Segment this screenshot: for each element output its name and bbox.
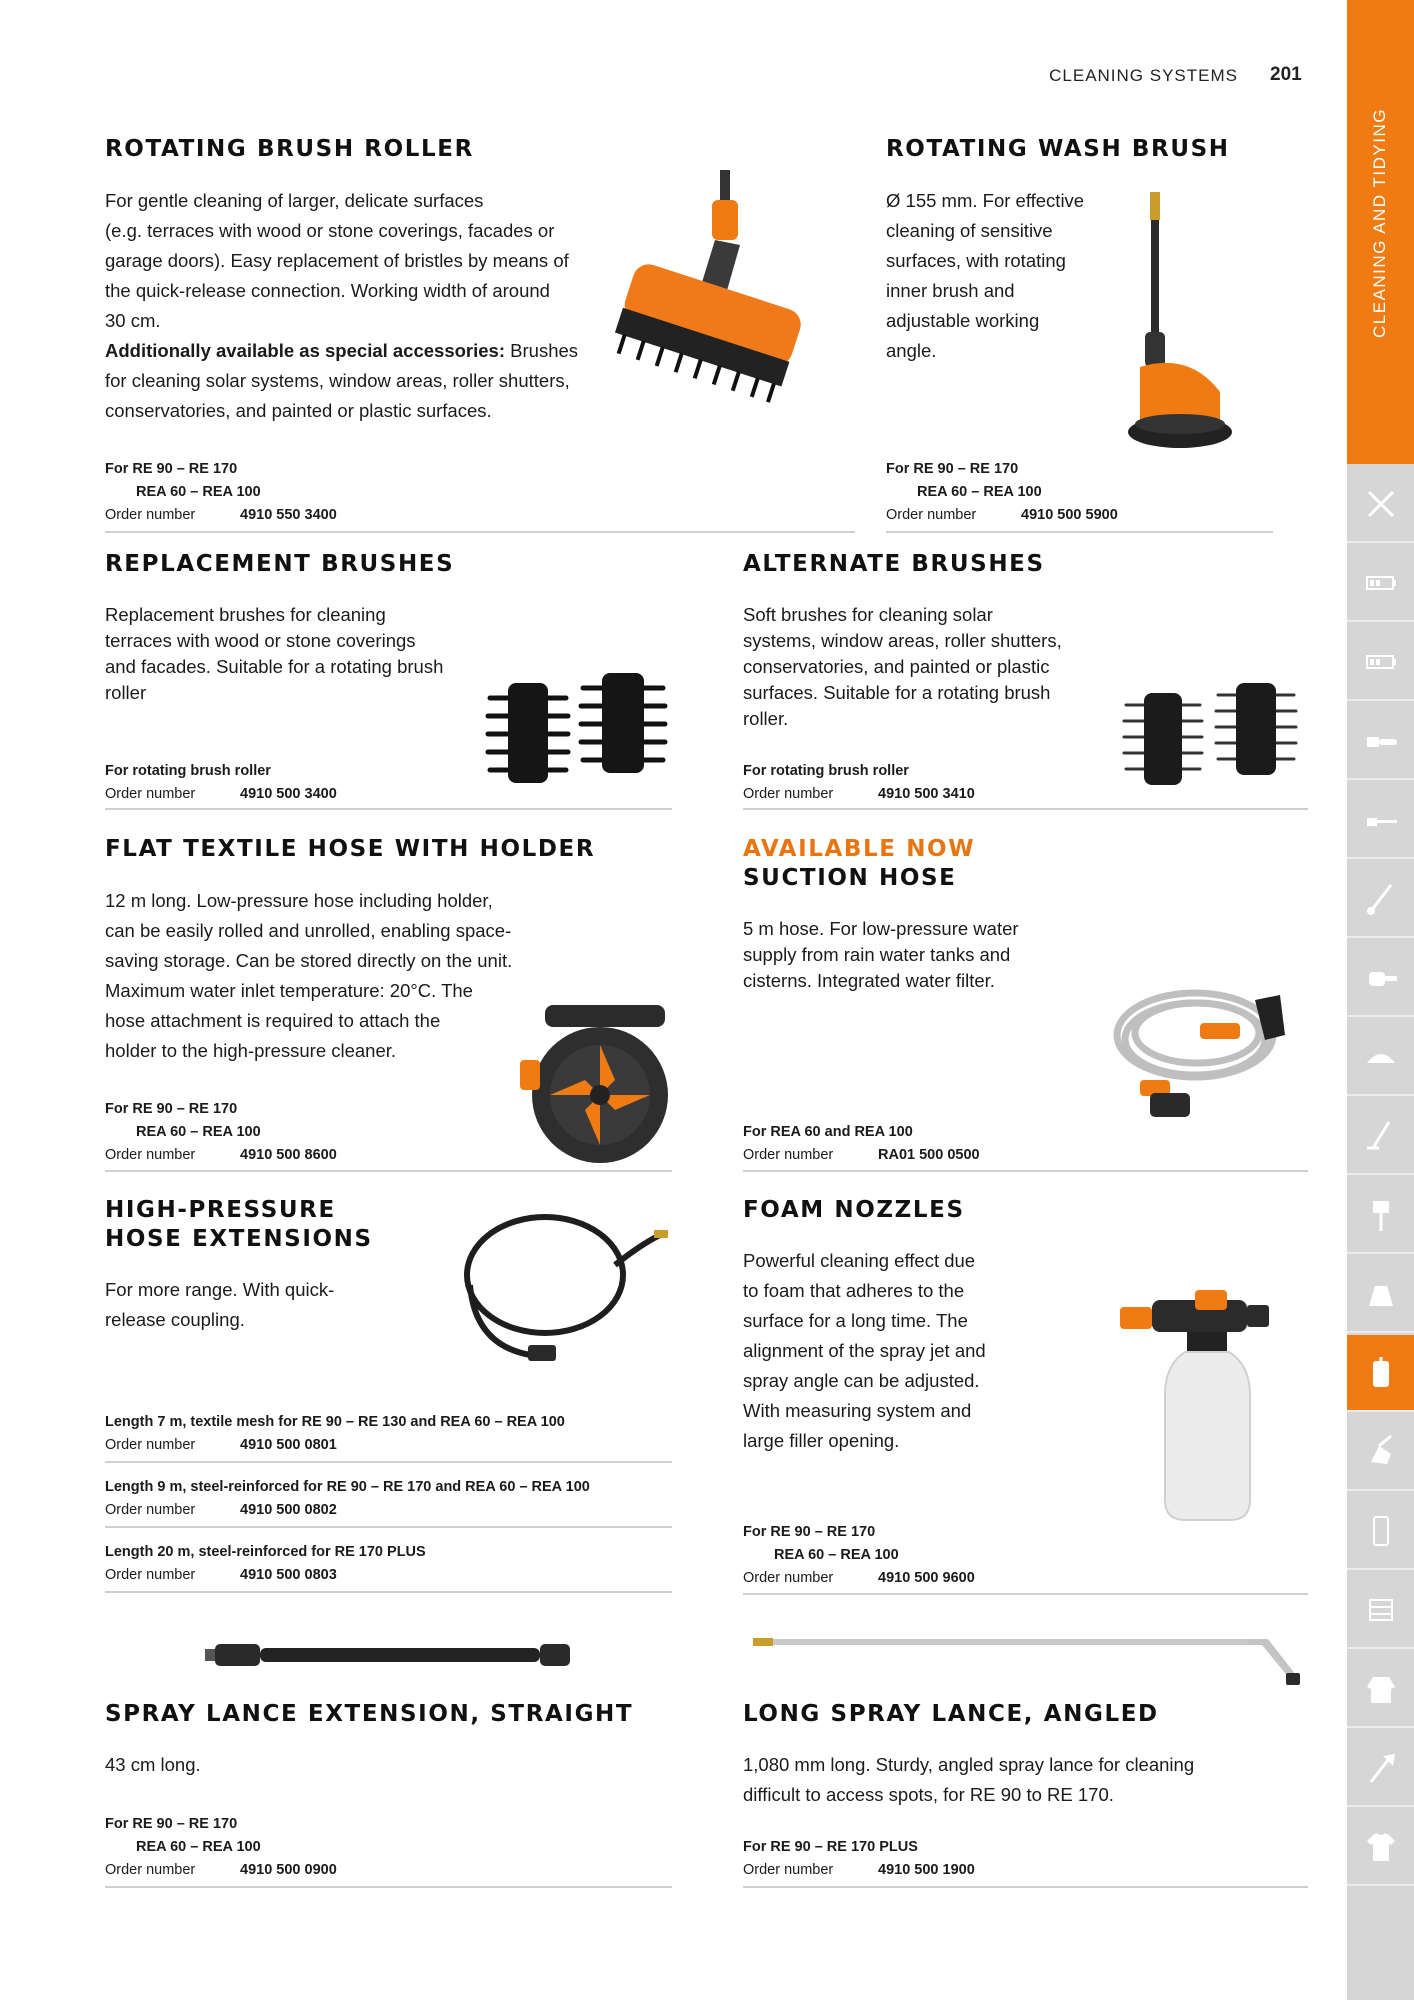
hedge-trimmer-icon: [1361, 800, 1401, 840]
desc-line: the quick-release connection. Working width of around: [105, 280, 550, 301]
special-accessories-label: Additionally available as special accessories:: [105, 340, 506, 361]
replacement-brushes-image: [478, 668, 678, 793]
tshirt-icon: [1361, 1827, 1401, 1867]
product-description: [886, 186, 1126, 366]
order-number: 4910 550 3400: [240, 507, 337, 523]
desc-line: conservatories, and painted or plastic: [743, 656, 1050, 677]
product-title: SPRAY LANCE EXTENSION, STRAIGHT: [105, 1701, 634, 1727]
sidebar-tab[interactable]: [1347, 1019, 1414, 1096]
desc-line: For gentle cleaning of larger, delicate surfaces: [105, 190, 484, 211]
order-label: Order number: [886, 507, 977, 523]
desc-line: supply from rain water tanks and: [743, 944, 1011, 965]
product-title: LONG SPRAY LANCE, ANGLED: [743, 1701, 1159, 1727]
order-number: RA01 500 0500: [878, 1147, 980, 1163]
brush-roller-image: [600, 165, 825, 430]
divider: [886, 531, 1273, 533]
variant-label: Length 9 m, steel-reinforced for RE 90 – RE 170 and REA 60 – REA 100: [105, 1479, 590, 1495]
desc-line: Powerful cleaning effect due: [743, 1250, 976, 1271]
desc-line: terraces with wood or stone coverings: [105, 630, 416, 651]
order-label: Order number: [743, 1147, 834, 1163]
product-title: SUCTION HOSE: [743, 865, 957, 891]
battery-icon: [1361, 563, 1401, 603]
desc-line: can be easily rolled and unrolled, enabling space-: [105, 920, 512, 941]
desc-line: With measuring system and: [743, 1400, 972, 1421]
sidebar-tab[interactable]: [1347, 940, 1414, 1017]
desc-line: holder to the high-pressure cleaner.: [105, 1040, 397, 1061]
desc-line: Replacement brushes for cleaning: [105, 604, 386, 625]
compatibility-line: For rotating brush roller: [105, 763, 271, 779]
product-description: [105, 886, 575, 1066]
product-spec: [105, 1098, 337, 1167]
product-description: [743, 916, 1103, 994]
desc-line: 1,080 mm long. Sturdy, angled spray lance for cleaning: [743, 1754, 1195, 1775]
order-number: 4910 500 0801: [240, 1437, 337, 1453]
page-number: 201: [1270, 64, 1302, 85]
desc-line: 30 cm.: [105, 310, 161, 331]
spray-lance-angled-image: [748, 1625, 1308, 1695]
product-spec: [886, 458, 1118, 527]
order-label: Order number: [105, 1567, 196, 1583]
product-description: [105, 602, 485, 706]
compatibility-line: For REA 60 and REA 100: [743, 1124, 913, 1140]
order-number: 4910 500 9600: [878, 1570, 975, 1586]
order-number: 4910 500 3400: [240, 786, 337, 802]
desc-line: Maximum water inlet temperature: 20°C. The: [105, 980, 473, 1001]
sidebar-tab[interactable]: [1347, 782, 1414, 859]
sidebar-category-band: [1347, 0, 1414, 464]
product-title: FOAM NOZZLES: [743, 1197, 965, 1223]
availability-badge: AVAILABLE NOW: [743, 836, 976, 862]
mower-icon: [1361, 1432, 1401, 1472]
order-label: Order number: [743, 1570, 834, 1586]
title-line: HIGH-PRESSURE: [105, 1197, 336, 1223]
spare-parts-icon: [1361, 1590, 1401, 1630]
product-spec: [743, 760, 975, 806]
desc-line: 43 cm long.: [105, 1754, 201, 1775]
divider: [105, 1591, 672, 1593]
variant-label: Length 7 m, textile mesh for RE 90 – RE 130 and REA 60 – REA 100: [105, 1414, 565, 1430]
compatibility-line: REA 60 – REA 100: [136, 1124, 261, 1140]
product-title: [105, 1196, 373, 1254]
sidebar-tab[interactable]: [1347, 1493, 1414, 1570]
compatibility-line: For RE 90 – RE 170 PLUS: [743, 1839, 918, 1855]
product-spec: [743, 1521, 975, 1590]
product-spec: [743, 1836, 975, 1882]
order-label: Order number: [105, 1437, 196, 1453]
sidebar-tab[interactable]: [1347, 1335, 1414, 1412]
hose-variant: [105, 1411, 565, 1457]
sidebar-tab[interactable]: [1347, 861, 1414, 938]
order-number: 4910 500 5900: [1021, 507, 1118, 523]
desc-line: inner brush and: [886, 280, 1015, 301]
product-description: [105, 186, 625, 426]
desc-line: difficult to access spots, for RE 90 to RE 170.: [743, 1784, 1114, 1805]
compatibility-line: For RE 90 – RE 170: [743, 1524, 876, 1540]
suction-hose-image: [1105, 975, 1290, 1130]
product-description: [105, 1275, 385, 1335]
hose-variant: [105, 1476, 590, 1522]
product-title: ROTATING WASH BRUSH: [886, 136, 1230, 162]
sidebar-tab[interactable]: [1347, 1572, 1414, 1649]
compatibility-line: For RE 90 – RE 170: [886, 461, 1019, 477]
sidebar-tab[interactable]: [1347, 624, 1414, 701]
brushcutter-icon: [1361, 879, 1401, 919]
product-description: [743, 602, 1123, 732]
desc-line: 5 m hose. For low-pressure water: [743, 918, 1019, 939]
title-line: HOSE EXTENSIONS: [105, 1226, 373, 1252]
hose-reel-image: [520, 1000, 680, 1170]
desc-line: and facades. Suitable for a rotating brush: [105, 656, 444, 677]
divider: [105, 531, 855, 533]
product-spec: [743, 1121, 980, 1167]
divider: [105, 1461, 672, 1463]
desc-line: cleaning of sensitive: [886, 220, 1053, 241]
product-spec: [105, 760, 337, 806]
hose-extension-image: [440, 1205, 670, 1375]
compatibility-line: REA 60 – REA 100: [136, 484, 261, 500]
order-label: Order number: [743, 1862, 834, 1878]
order-number: 4910 500 0802: [240, 1502, 337, 1518]
tools-icon: [1361, 484, 1401, 524]
desc-line: Brushes: [505, 340, 579, 361]
blower-icon: [1361, 958, 1401, 998]
order-number: 4910 500 0803: [240, 1567, 337, 1583]
divider: [105, 1526, 672, 1528]
compatibility-line: REA 60 – REA 100: [917, 484, 1042, 500]
spray-lance-straight-image: [200, 1630, 580, 1680]
trimmer-icon: [1361, 1116, 1401, 1156]
desc-line: angle.: [886, 340, 937, 361]
sidebar-tab[interactable]: [1347, 1809, 1414, 1886]
desc-line: saving storage. Can be stored directly on the unit.: [105, 950, 513, 971]
chainsaw-icon: [1361, 721, 1401, 761]
divider: [105, 808, 672, 810]
battery-icon: [1361, 642, 1401, 682]
order-number: 4910 500 8600: [240, 1147, 337, 1163]
foam-nozzle-image: [1115, 1285, 1285, 1530]
robot-mower-icon: [1361, 1037, 1401, 1077]
desc-line: systems, window areas, roller shutters,: [743, 630, 1062, 651]
compatibility-line: For RE 90 – RE 170: [105, 461, 238, 477]
desc-line: release coupling.: [105, 1309, 245, 1330]
desc-line: roller: [105, 682, 147, 703]
sidebar-tab[interactable]: [1347, 1651, 1414, 1728]
order-label: Order number: [105, 1147, 196, 1163]
wash-brush-image: [1120, 192, 1250, 457]
order-label: Order number: [105, 507, 196, 523]
desc-line: 12 m long. Low-pressure hose including holder,: [105, 890, 493, 911]
smartphone-icon: [1361, 1511, 1401, 1551]
sidebar-tab[interactable]: [1347, 1730, 1414, 1807]
sidebar-tab[interactable]: [1347, 1177, 1414, 1254]
product-title: ROTATING BRUSH ROLLER: [105, 136, 474, 162]
desc-line: hose attachment is required to attach the: [105, 1010, 441, 1031]
hose-variant: [105, 1541, 426, 1587]
compatibility-line: REA 60 – REA 100: [774, 1547, 899, 1563]
sidebar-tab[interactable]: [1347, 466, 1414, 543]
sidebar-tab[interactable]: [1347, 703, 1414, 780]
desc-line: For more range. With quick-: [105, 1279, 335, 1300]
desc-line: surfaces, with rotating: [886, 250, 1066, 271]
axe-icon: [1361, 1748, 1401, 1788]
order-number: 4910 500 1900: [878, 1862, 975, 1878]
product-description: [743, 1246, 1063, 1456]
compatibility-line: For rotating brush roller: [743, 763, 909, 779]
desc-line: Ø 155 mm. For effective: [886, 190, 1085, 211]
desc-line: surfaces. Suitable for a rotating brush: [743, 682, 1051, 703]
desc-line: garage doors). Easy replacement of bristles by means of: [105, 250, 569, 271]
divider: [743, 1593, 1308, 1595]
shredder-icon: [1361, 1274, 1401, 1314]
order-number: 4910 500 3410: [878, 786, 975, 802]
protective-clothing-icon: [1361, 1669, 1401, 1709]
order-label: Order number: [743, 786, 834, 802]
earth-auger-icon: [1361, 1195, 1401, 1235]
product-title: REPLACEMENT BRUSHES: [105, 551, 455, 577]
compatibility-line: For RE 90 – RE 170: [105, 1816, 238, 1832]
product-title: ALTERNATE BRUSHES: [743, 551, 1045, 577]
desc-line: for cleaning solar systems, window areas, roller shutters,: [105, 370, 570, 391]
pressure-washer-icon: [1361, 1353, 1401, 1393]
divider: [105, 1886, 672, 1888]
divider: [105, 1170, 672, 1172]
sidebar-category-label: CLEANING AND TIDYING: [1370, 108, 1389, 338]
order-label: Order number: [105, 786, 196, 802]
sidebar-tab[interactable]: [1347, 1414, 1414, 1491]
desc-line: large filler opening.: [743, 1430, 900, 1451]
compatibility-line: For RE 90 – RE 170: [105, 1101, 238, 1117]
divider: [743, 808, 1308, 810]
divider: [743, 1170, 1308, 1172]
sidebar-tab[interactable]: [1347, 1098, 1414, 1175]
desc-line: surface for a long time. The: [743, 1310, 968, 1331]
order-label: Order number: [105, 1862, 196, 1878]
product-description: [743, 1750, 1263, 1810]
sidebar-tab[interactable]: [1347, 545, 1414, 622]
desc-line: alignment of the spray jet and: [743, 1340, 986, 1361]
desc-line: conservatories, and painted or plastic surfaces.: [105, 400, 492, 421]
desc-line: roller.: [743, 708, 789, 729]
desc-line: cisterns. Integrated water filter.: [743, 970, 995, 991]
product-title: FLAT TEXTILE HOSE WITH HOLDER: [105, 836, 596, 862]
desc-line: to foam that adheres to the: [743, 1280, 965, 1301]
section-title: CLEANING SYSTEMS: [1049, 66, 1238, 85]
variant-label: Length 20 m, steel-reinforced for RE 170 PLUS: [105, 1544, 426, 1560]
alternate-brushes-image: [1118, 675, 1308, 800]
desc-line: spray angle can be adjusted.: [743, 1370, 980, 1391]
desc-line: (e.g. terraces with wood or stone coverings, facades or: [105, 220, 555, 241]
product-description: [105, 1750, 201, 1780]
sidebar-tab[interactable]: [1347, 1256, 1414, 1333]
product-spec: [105, 458, 337, 527]
product-spec: [105, 1813, 337, 1882]
desc-line: Soft brushes for cleaning solar: [743, 604, 993, 625]
order-label: Order number: [105, 1502, 196, 1518]
desc-line: adjustable working: [886, 310, 1040, 331]
order-number: 4910 500 0900: [240, 1862, 337, 1878]
divider: [743, 1886, 1308, 1888]
compatibility-line: REA 60 – REA 100: [136, 1839, 261, 1855]
